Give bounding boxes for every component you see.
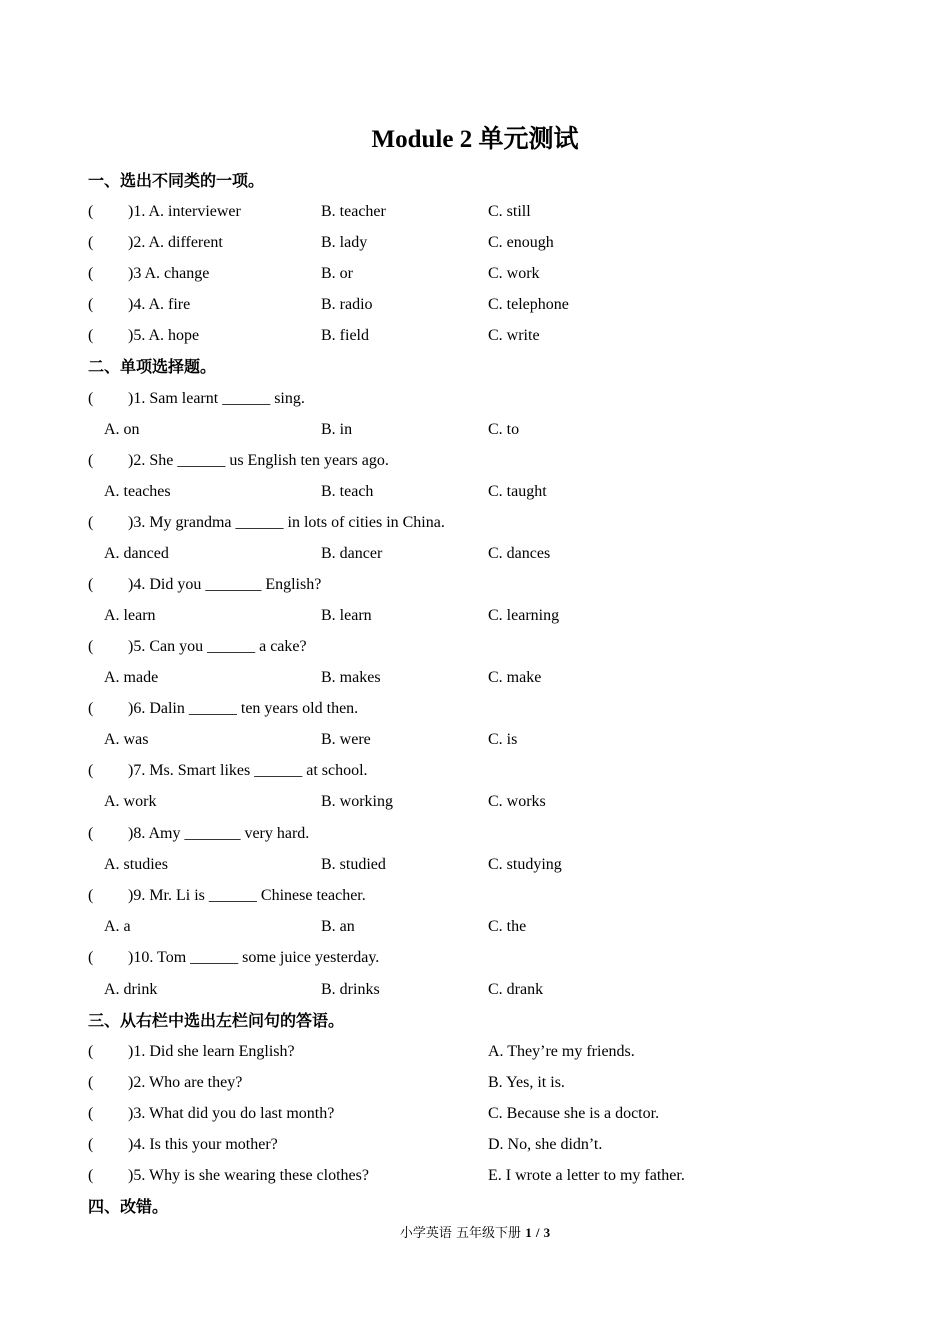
question-stem: )3 A. change: [128, 265, 210, 282]
s2-options-9: [0, 916, 950, 938]
option-a: A. learn: [104, 607, 156, 624]
option-c: C. the: [488, 918, 527, 935]
s2-options-5: [0, 667, 950, 689]
s2-options-2: [0, 481, 950, 503]
page-separator: /: [535, 1225, 540, 1240]
option-b: B. lady: [321, 234, 368, 251]
option-c: C. make: [488, 669, 542, 686]
question-stem: )8. Amy _______ very hard.: [128, 825, 310, 842]
section-2-heading: 二、单项选择题。: [88, 357, 217, 376]
page-total: 3: [543, 1225, 551, 1240]
option-a: A. made: [104, 669, 159, 686]
answer-option: E. I wrote a letter to my father.: [488, 1167, 685, 1184]
option-a: A. danced: [104, 545, 169, 562]
s2-question-7: [0, 760, 950, 782]
question-stem: )2. A. different: [128, 234, 223, 251]
answer-blank: (: [88, 1167, 94, 1184]
page-number: 1: [525, 1225, 532, 1240]
question-stem: )9. Mr. Li is ______ Chinese teacher.: [128, 887, 366, 904]
s3-question-5: [0, 1165, 950, 1187]
s2-options-4: [0, 605, 950, 627]
s3-question-3: [0, 1103, 950, 1125]
option-b: B. learn: [321, 607, 372, 624]
option-c: C. work: [488, 265, 540, 282]
s2-question-2: [0, 450, 950, 472]
option-c: C. enough: [488, 234, 554, 251]
s3-question-2: [0, 1072, 950, 1094]
option-b: B. in: [321, 421, 353, 438]
answer-blank: (: [88, 700, 94, 717]
section-1-heading: 一、选出不同类的一项。: [88, 171, 265, 190]
page-title: Module 2 单元测试: [371, 126, 579, 153]
option-b: B. radio: [321, 296, 373, 313]
s2-question-1: [0, 388, 950, 410]
s2-question-8: [0, 823, 950, 845]
s1-question-1: [0, 201, 950, 223]
option-a: A. studies: [104, 856, 168, 873]
answer-blank: (: [88, 390, 94, 407]
answer-blank: (: [88, 265, 94, 282]
answer-blank: (: [88, 949, 94, 966]
s2-options-10: [0, 979, 950, 1001]
option-b: B. working: [321, 793, 393, 810]
option-c: C. works: [488, 793, 546, 810]
s3-question-1: [0, 1041, 950, 1063]
question-stem: )4. A. fire: [128, 296, 191, 313]
question-stem: )3. What did you do last month?: [128, 1105, 335, 1122]
option-c: C. is: [488, 731, 518, 748]
option-a: A. on: [104, 421, 140, 438]
option-b: B. studied: [321, 856, 386, 873]
answer-blank: (: [88, 1074, 94, 1091]
option-c: C. still: [488, 203, 531, 220]
option-b: B. field: [321, 327, 369, 344]
option-b: B. drinks: [321, 981, 380, 998]
answer-blank: (: [88, 514, 94, 531]
question-stem: )5. Why is she wearing these clothes?: [128, 1167, 369, 1184]
s2-question-6: [0, 698, 950, 720]
answer-blank: (: [88, 825, 94, 842]
answer-blank: (: [88, 452, 94, 469]
s2-question-3: [0, 512, 950, 534]
s2-question-9: [0, 885, 950, 907]
s2-question-4: [0, 574, 950, 596]
question-stem: )10. Tom ______ some juice yesterday.: [128, 949, 380, 966]
question-stem: )1. Did she learn English?: [128, 1043, 295, 1060]
option-a: A. drink: [104, 981, 158, 998]
answer-blank: (: [88, 576, 94, 593]
answer-option: C. Because she is a doctor.: [488, 1105, 660, 1122]
s2-question-10: [0, 947, 950, 969]
question-stem: )5. Can you ______ a cake?: [128, 638, 307, 655]
s2-options-1: [0, 419, 950, 441]
question-stem: )1. Sam learnt ______ sing.: [128, 390, 305, 407]
answer-blank: (: [88, 638, 94, 655]
page-footer: [0, 1224, 950, 1243]
answer-blank: (: [88, 234, 94, 251]
option-c: C. studying: [488, 856, 562, 873]
question-stem: )4. Is this your mother?: [128, 1136, 278, 1153]
question-stem: )3. My grandma ______ in lots of cities in China.: [128, 514, 445, 531]
option-b: B. or: [321, 265, 353, 282]
answer-blank: (: [88, 1136, 94, 1153]
s2-options-8: [0, 854, 950, 876]
option-c: C. write: [488, 327, 540, 344]
option-c: C. to: [488, 421, 520, 438]
option-b: B. teach: [321, 483, 374, 500]
option-b: B. were: [321, 731, 371, 748]
question-stem: )6. Dalin ______ ten years old then.: [128, 700, 359, 717]
question-stem: )1. A. interviewer: [128, 203, 241, 220]
question-stem: )2. Who are they?: [128, 1074, 243, 1091]
option-a: A. teaches: [104, 483, 171, 500]
question-stem: )7. Ms. Smart likes ______ at school.: [128, 762, 368, 779]
answer-blank: (: [88, 1105, 94, 1122]
question-stem: )2. She ______ us English ten years ago.: [128, 452, 389, 469]
option-a: A. was: [104, 731, 149, 748]
option-c: C. learning: [488, 607, 560, 624]
section-3-heading: 三、从右栏中选出左栏问句的答语。: [88, 1011, 345, 1030]
option-c: C. telephone: [488, 296, 569, 313]
s2-options-7: [0, 791, 950, 813]
option-b: B. teacher: [321, 203, 386, 220]
s1-question-5: [0, 325, 950, 347]
question-stem: )4. Did you _______ English?: [128, 576, 322, 593]
s2-options-3: [0, 543, 950, 565]
answer-option: D. No, she didn’t.: [488, 1136, 603, 1153]
answer-blank: (: [88, 327, 94, 344]
s2-question-5: [0, 636, 950, 658]
s1-question-3: [0, 263, 950, 285]
option-a: A. work: [104, 793, 157, 810]
option-a: A. a: [104, 918, 131, 935]
s1-question-4: [0, 294, 950, 316]
answer-option: B. Yes, it is.: [488, 1074, 565, 1091]
option-c: C. dances: [488, 545, 551, 562]
s1-question-2: [0, 232, 950, 254]
option-c: C. drank: [488, 981, 544, 998]
option-b: B. dancer: [321, 545, 383, 562]
s3-question-4: [0, 1134, 950, 1156]
option-b: B. makes: [321, 669, 381, 686]
answer-blank: (: [88, 203, 94, 220]
option-b: B. an: [321, 918, 355, 935]
answer-blank: (: [88, 1043, 94, 1060]
answer-blank: (: [88, 762, 94, 779]
answer-option: A. They’re my friends.: [488, 1043, 635, 1060]
answer-blank: (: [88, 296, 94, 313]
question-stem: )5. A. hope: [128, 327, 200, 344]
s2-options-6: [0, 729, 950, 751]
answer-blank: (: [88, 887, 94, 904]
section-4-heading: 四、改错。: [88, 1197, 169, 1216]
footer-label: 小学英语 五年级下册: [399, 1226, 522, 1241]
option-c: C. taught: [488, 483, 547, 500]
